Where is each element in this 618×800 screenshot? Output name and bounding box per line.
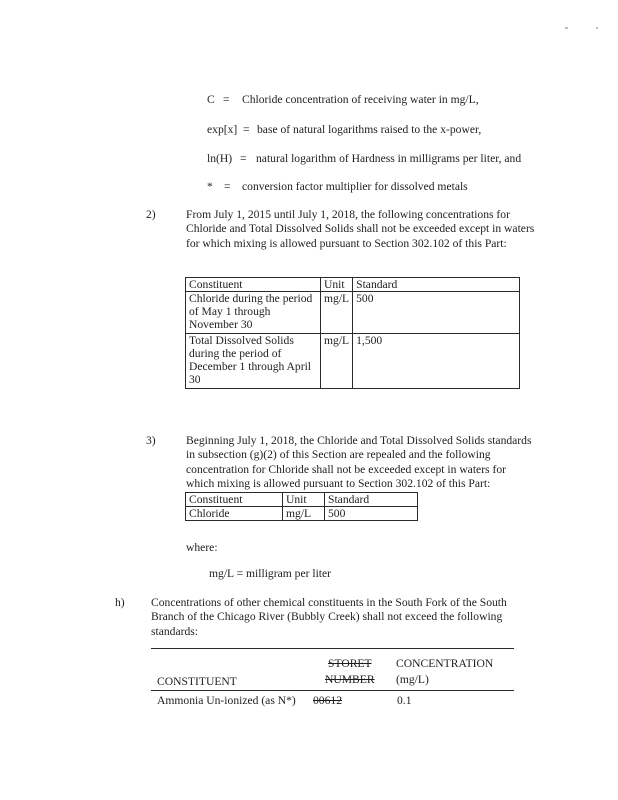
table-header: Constituent: [186, 278, 321, 292]
table-header: Unit: [321, 278, 353, 292]
item-2-text: From July 1, 2015 until July 1, 2018, the following concentrations for Chloride and Total Dissolved Solids shall not be exceeded except in waters for which mixing is allowed pursuant to Section 302.102 of this Part:: [186, 208, 535, 250]
table-header: Standard: [325, 493, 418, 507]
table-top-rule: [151, 648, 514, 649]
definition-text: conversion factor multiplier for dissolved metals: [242, 180, 468, 193]
table-row: [186, 334, 520, 389]
table-cell-constituent: Ammonia Un-ionized (as N*): [157, 694, 296, 707]
scan-speck: [565, 27, 568, 29]
table-cell: 1,500: [353, 334, 520, 389]
item-2-table: [185, 277, 520, 389]
definition-equals: =: [224, 180, 231, 193]
table-cell: Chloride during the period of May 1 through November 30: [186, 292, 321, 334]
table-header: Standard: [353, 278, 520, 292]
table-row: [186, 292, 520, 334]
definition-equals: =: [223, 93, 230, 106]
table-cell-concentration: 0.1: [397, 694, 412, 707]
definition-symbol: ln(H): [207, 152, 233, 165]
definition-text: natural logarithm of Hardness in milligrams per liter, and: [256, 152, 522, 165]
table-header: Unit: [283, 493, 325, 507]
table-cell-storet: 00612: [313, 694, 342, 707]
table-header: Constituent: [186, 493, 283, 507]
definition-symbol: exp[x]: [207, 123, 238, 136]
definition-symbol: C: [207, 93, 215, 106]
table-header-rule: [151, 690, 514, 691]
definition-equals: =: [240, 152, 247, 165]
table-header-row: [186, 493, 418, 507]
table-cell: Chloride: [186, 507, 283, 521]
definition-text: Chloride concentration of receiving water in mg/L,: [242, 93, 479, 106]
item-number: 3): [146, 434, 156, 447]
table-cell: mg/L: [321, 334, 353, 389]
column-header-concentration: CONCENTRATION: [396, 657, 494, 670]
definition-text: base of natural logarithms raised to the x-power,: [257, 123, 482, 136]
table-row: [186, 507, 418, 521]
table-cell: mg/L: [283, 507, 325, 521]
table-cell: mg/L: [321, 292, 353, 334]
table-cell: 500: [353, 292, 520, 334]
item-number: 2): [146, 208, 156, 221]
where-label: where:: [186, 541, 218, 554]
definition-equals: =: [243, 123, 250, 136]
table-cell: 500: [325, 507, 418, 521]
column-header-storet: STORET: [328, 657, 372, 670]
item-3-table: [185, 492, 418, 521]
column-header-constituent: CONSTITUENT: [157, 675, 237, 688]
column-header-number: NUMBER: [325, 673, 375, 686]
item-3-text: Beginning July 1, 2018, the Chloride and Total Dissolved Solids standards in subsection (g)(2) of this Section are repealed and the following concentration for Chloride shall not be exceeded except in waters for which mixing is allowed pursuant to Section 302.102 of this Part:: [186, 434, 532, 491]
item-h-text: Concentrations of other chemical constituents in the South Fork of the South Branch of the Chicago River (Bubbly Creek) shall not exceed the following standards:: [151, 596, 507, 638]
table-header-row: [186, 278, 520, 292]
where-definition: mg/L = milligram per liter: [209, 567, 332, 580]
column-header-units: (mg/L): [396, 673, 429, 686]
scan-speck: [596, 27, 598, 29]
definition-symbol: *: [207, 180, 213, 193]
table-cell: Total Dissolved Solids during the period of December 1 through April 30: [186, 334, 321, 389]
item-number: h): [115, 596, 125, 609]
